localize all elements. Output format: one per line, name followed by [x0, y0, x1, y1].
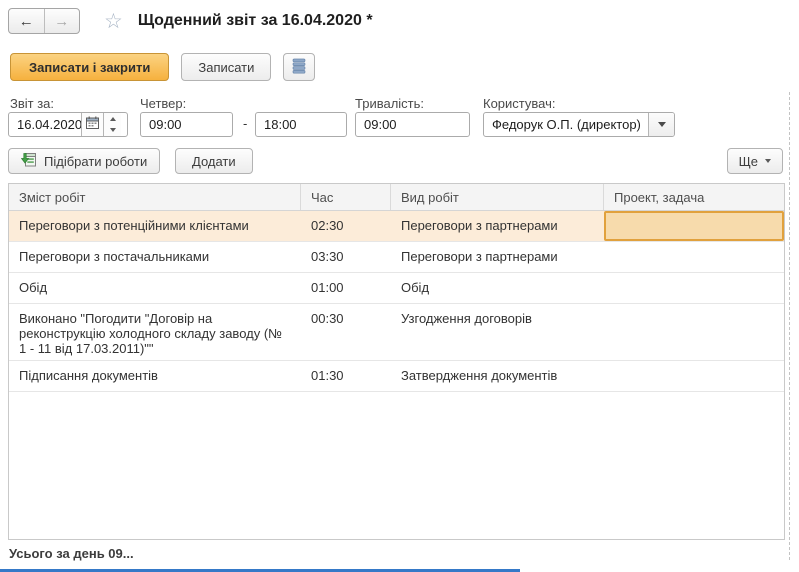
cell-time[interactable]: 02:30 — [311, 218, 344, 233]
cell-time[interactable]: 01:00 — [311, 280, 344, 295]
history-nav-group — [8, 8, 80, 34]
table-row[interactable] — [9, 211, 784, 242]
time-range-separator: - — [243, 116, 248, 131]
table-row[interactable] — [9, 242, 784, 273]
cell-kind[interactable]: Затвердження документів — [401, 368, 558, 383]
add-button[interactable]: Додати — [175, 148, 253, 174]
user-label: Користувач: — [483, 96, 556, 111]
report-stack-icon — [292, 58, 306, 77]
pick-works-button[interactable] — [8, 148, 160, 174]
column-header-kind[interactable]: Вид робіт — [391, 184, 604, 210]
command-bar — [10, 53, 315, 81]
forward-button[interactable] — [45, 9, 80, 33]
user-combo[interactable] — [483, 112, 675, 137]
table-row[interactable] — [9, 304, 784, 361]
cell-content[interactable]: Виконано "Погодити "Договір на реконструкцію холодного складу заводу (№ 1 - 11 від 17.03.2011)"" — [19, 311, 283, 356]
table-toolbar — [8, 148, 785, 174]
cell-project[interactable] — [604, 211, 784, 241]
cell-content[interactable]: Підписання документів — [19, 368, 158, 383]
cell-kind[interactable]: Узгодження договорів — [401, 311, 532, 326]
save-button[interactable]: Записати — [181, 53, 271, 81]
cell-content[interactable]: Обід — [19, 280, 48, 295]
cell-project[interactable] — [604, 361, 784, 391]
chevron-down-icon — [765, 159, 771, 163]
report-date-label: Звіт за: — [10, 96, 55, 111]
user-dropdown-button[interactable] — [648, 113, 674, 136]
report-date-field — [8, 112, 128, 137]
cell-kind[interactable]: Переговори з партнерами — [401, 249, 558, 264]
works-table — [8, 183, 785, 540]
nav-row — [8, 7, 373, 35]
forward-arrow-icon: → — [54, 12, 70, 30]
cell-time[interactable]: 01:30 — [311, 368, 344, 383]
time-from-field — [140, 112, 233, 137]
cell-time[interactable]: 03:30 — [311, 249, 344, 264]
time-to-field — [255, 112, 347, 137]
cell-time[interactable]: 00:30 — [311, 311, 344, 326]
column-header-time[interactable]: Час — [301, 184, 391, 210]
table-body — [9, 211, 784, 392]
more-label: Ще — [738, 153, 758, 169]
cell-kind[interactable]: Обід — [401, 280, 430, 295]
cell-kind[interactable]: Переговори з партнерами — [401, 218, 558, 233]
table-row[interactable] — [9, 361, 784, 392]
column-header-project[interactable]: Проект, задача — [614, 189, 705, 205]
page-title: Щоденний звіт за 16.04.2020 * — [137, 12, 373, 29]
save-and-close-button[interactable]: Записати і закрити — [10, 53, 169, 81]
day-total-label: Усього за день 09... — [9, 546, 134, 561]
column-header-content[interactable]: Зміст робіт — [9, 184, 301, 210]
chevron-down-icon — [658, 122, 666, 127]
duration-label: Тривалість: — [355, 96, 425, 111]
form-splitter[interactable] — [789, 92, 790, 560]
report-date-input[interactable] — [9, 113, 81, 136]
table-row[interactable] — [9, 273, 784, 304]
calendar-icon — [86, 116, 99, 134]
triangle-up-icon — [110, 117, 116, 121]
cell-content[interactable]: Переговори з постачальниками — [19, 249, 210, 264]
cell-project[interactable] — [604, 273, 784, 303]
time-from-input[interactable] — [141, 113, 232, 136]
pick-works-label: Підібрати роботи — [44, 153, 148, 169]
spinner-down-button[interactable] — [104, 125, 121, 137]
favorite-star-icon[interactable]: ☆ — [104, 9, 123, 33]
table-header — [9, 184, 784, 211]
time-to-input[interactable] — [256, 113, 346, 136]
cell-project[interactable] — [604, 304, 784, 360]
user-value: Федорук О.П. (директор) — [492, 117, 641, 132]
selected-cell[interactable] — [604, 211, 784, 241]
duration-field — [355, 112, 470, 137]
back-arrow-icon: ← — [18, 12, 34, 30]
cell-content[interactable]: Переговори з потенційними клієнтами — [19, 218, 249, 233]
more-button[interactable] — [727, 148, 783, 174]
weekday-label: Четвер: — [140, 96, 187, 111]
back-button[interactable] — [9, 9, 45, 33]
calendar-button[interactable] — [81, 113, 103, 136]
pick-works-icon — [21, 152, 37, 171]
spinner-up-button[interactable] — [104, 113, 121, 125]
duration-input[interactable] — [356, 113, 469, 136]
form-fields — [0, 96, 799, 142]
triangle-down-icon — [110, 128, 116, 132]
cell-project[interactable] — [604, 242, 784, 272]
date-spinner — [103, 113, 121, 136]
report-button[interactable] — [283, 53, 315, 81]
